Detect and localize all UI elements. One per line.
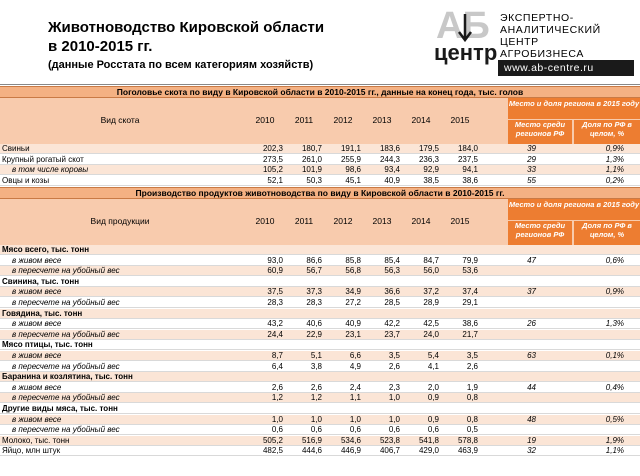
production-table-row xyxy=(0,362,640,372)
livestock-cell-value: 179,5 xyxy=(418,144,439,153)
livestock-col-share: Доля по РФ в целом, % xyxy=(574,120,640,144)
production-cell-value: 37,4 xyxy=(462,287,478,297)
production-cell-value: 28,3 xyxy=(306,298,322,307)
production-cell-value: 38,6 xyxy=(462,319,478,329)
production-cell-value: 37,5 xyxy=(267,287,283,297)
logo-caption-line: АНАЛИТИЧЕСКИЙ xyxy=(500,24,601,36)
production-cell-share: 0,6% xyxy=(605,255,624,265)
livestock-row-name: Свиньи xyxy=(2,144,30,153)
title-line-2: в 2010-2015 гг. xyxy=(48,38,153,55)
logo-center: центр xyxy=(434,40,498,65)
livestock-col-year: 2011 xyxy=(294,115,314,125)
livestock-cell-value: 273,5 xyxy=(262,154,283,164)
production-cell-value: 0,9 xyxy=(427,393,439,403)
livestock-cell-value: 94,1 xyxy=(462,165,478,175)
production-cell-value: 84,7 xyxy=(423,255,439,265)
production-row-name: в пересчете на убойный вес xyxy=(12,298,120,307)
production-table-row xyxy=(0,340,640,350)
production-cell-place: 26 xyxy=(527,319,536,329)
production-cell-share: 1,1% xyxy=(605,446,624,456)
production-cell-value: 2,6 xyxy=(271,382,283,392)
production-table-row xyxy=(0,319,640,329)
production-cell-value: 1,2 xyxy=(310,393,322,403)
production-cell-value: 40,9 xyxy=(345,319,361,329)
production-cell-value: 1,0 xyxy=(388,414,400,424)
livestock-cell-value: 244,3 xyxy=(379,154,400,164)
production-cell-value: 2,6 xyxy=(310,382,322,392)
production-cell-value: 28,9 xyxy=(423,298,439,307)
production-cell-value: 1,2 xyxy=(271,393,283,403)
production-cell-value: 0,6 xyxy=(427,425,439,435)
production-cell-value: 429,0 xyxy=(418,446,439,456)
header xyxy=(0,0,640,86)
production-row-name: в пересчете на убойный вес xyxy=(12,361,120,371)
production-table-row xyxy=(0,287,640,297)
livestock-cell-value: 237,5 xyxy=(457,154,478,164)
livestock-cell-value: 105,2 xyxy=(262,165,283,175)
production-cell-value: 24,0 xyxy=(423,329,439,339)
production-table-row xyxy=(0,256,640,266)
production-cell-value: 6,6 xyxy=(349,351,361,360)
production-cell-value: 578,8 xyxy=(457,435,478,445)
production-table-row xyxy=(0,266,640,276)
production-table-row xyxy=(0,245,640,255)
production-table-row xyxy=(0,277,640,287)
production-cell-value: 24,4 xyxy=(267,329,283,339)
production-cell-value: 23,7 xyxy=(384,329,400,339)
production-row-name: Другие виды мяса, тыс. тонн xyxy=(2,404,118,413)
production-cell-place: 19 xyxy=(527,435,536,445)
production-table-row xyxy=(0,446,640,456)
livestock-cell-value: 183,6 xyxy=(379,144,400,153)
production-row-name: в живом весе xyxy=(12,319,62,329)
livestock-row-name: Крупный рогатый скот xyxy=(2,154,84,164)
production-cell-place: 48 xyxy=(527,414,536,424)
livestock-cell-value: 40,9 xyxy=(384,175,400,185)
production-row-name: в пересчете на убойный вес xyxy=(12,266,120,276)
production-table-row xyxy=(0,309,640,319)
livestock-table-header xyxy=(0,98,640,144)
livestock-row-name: в том числе коровы xyxy=(12,165,89,175)
livestock-cell-value: 38,6 xyxy=(462,175,478,185)
livestock-cell-value: 202,3 xyxy=(262,144,283,153)
production-table-header xyxy=(0,199,640,245)
production-row-name: в живом весе xyxy=(12,351,62,360)
production-cell-value: 505,2 xyxy=(262,435,283,445)
production-cell-value: 541,8 xyxy=(418,435,439,445)
production-cell-value: 0,6 xyxy=(271,425,283,435)
production-cell-value: 2,6 xyxy=(466,361,478,371)
production-col-place: Место среди регионов РФ xyxy=(508,221,572,245)
production-cell-place: 44 xyxy=(527,382,536,392)
production-cell-value: 5,1 xyxy=(310,351,322,360)
production-cell-value: 79,9 xyxy=(462,255,478,265)
production-cell-value: 23,1 xyxy=(345,329,361,339)
livestock-cell-share: 0,9% xyxy=(605,144,624,153)
production-cell-value: 27,2 xyxy=(345,298,361,307)
production-cell-value: 6,4 xyxy=(271,361,283,371)
production-cell-value: 3,8 xyxy=(310,361,322,371)
livestock-cell-value: 52,1 xyxy=(267,175,283,185)
logo-caption-line: АГРОБИЗНЕСА xyxy=(500,48,584,60)
production-cell-value: 2,0 xyxy=(427,382,439,392)
production-row-name: Мясо всего, тыс. тонн xyxy=(2,245,90,254)
production-cell-value: 463,9 xyxy=(457,446,478,456)
production-cell-value: 85,4 xyxy=(384,255,400,265)
livestock-col-year: 2013 xyxy=(372,115,392,125)
production-cell-value: 0,5 xyxy=(466,425,478,435)
livestock-cell-value: 236,3 xyxy=(418,154,439,164)
production-cell-value: 0,6 xyxy=(310,425,322,435)
livestock-col-year: 2012 xyxy=(333,115,353,125)
production-cell-value: 56,7 xyxy=(306,266,322,276)
logo-url: www.ab-centre.ru xyxy=(498,60,634,76)
production-cell-value: 36,6 xyxy=(384,287,400,297)
production-cell-share: 0,4% xyxy=(605,382,624,392)
livestock-table-row xyxy=(0,176,640,186)
production-cell-value: 53,6 xyxy=(462,266,478,276)
production-col-year: 2014 xyxy=(411,216,431,226)
production-cell-value: 482,5 xyxy=(262,446,283,456)
logo-caption xyxy=(500,12,601,60)
production-table-row xyxy=(0,351,640,361)
production-cell-value: 4,1 xyxy=(427,361,439,371)
production-table-row xyxy=(0,393,640,403)
livestock-cell-value: 92,9 xyxy=(423,165,439,175)
livestock-cell-value: 261,0 xyxy=(301,154,322,164)
production-cell-value: 28,5 xyxy=(384,298,400,307)
production-table-row xyxy=(0,436,640,446)
production-cell-value: 5,4 xyxy=(427,351,439,360)
livestock-cell-place: 33 xyxy=(527,165,536,175)
production-cell-value: 29,1 xyxy=(462,298,478,307)
production-col-year: 2015 xyxy=(450,216,470,226)
logo-ab: АБ xyxy=(436,5,489,47)
production-cell-share: 0,1% xyxy=(605,351,624,360)
production-row-name: Баранина и козлятина, тыс. тонн xyxy=(2,372,133,382)
production-cell-value: 8,7 xyxy=(271,351,283,360)
production-cell-value: 1,0 xyxy=(310,414,322,424)
production-cell-value: 22,9 xyxy=(306,329,322,339)
production-table-row xyxy=(0,425,640,435)
logo xyxy=(426,6,634,76)
production-cell-value: 93,0 xyxy=(267,255,283,265)
livestock-table-row xyxy=(0,144,640,154)
production-cell-value: 21,7 xyxy=(462,329,478,339)
livestock-cell-value: 184,0 xyxy=(457,144,478,153)
production-cell-value: 60,9 xyxy=(267,266,283,276)
livestock-col-year: 2015 xyxy=(450,115,470,125)
production-cell-value: 444,6 xyxy=(301,446,322,456)
production-cell-place: 63 xyxy=(527,351,536,360)
production-cell-value: 3,5 xyxy=(466,351,478,360)
production-cell-value: 56,0 xyxy=(423,266,439,276)
livestock-cell-share: 1,3% xyxy=(605,154,624,164)
livestock-cell-place: 55 xyxy=(527,175,536,185)
production-cell-share: 1,9% xyxy=(605,435,624,445)
production-table-row xyxy=(0,330,640,340)
production-cell-value: 406,7 xyxy=(379,446,400,456)
livestock-col-year: 2010 xyxy=(255,115,275,125)
production-row-name: в пересчете на убойный вес xyxy=(12,425,120,435)
production-cell-value: 0,6 xyxy=(349,425,361,435)
title-line-1: Животноводство Кировской области xyxy=(48,19,325,36)
production-col-year: 2012 xyxy=(333,216,353,226)
production-cell-value: 534,6 xyxy=(340,435,361,445)
production-table-row xyxy=(0,383,640,393)
production-row-name: в пересчете на убойный вес xyxy=(12,329,120,339)
production-table-row xyxy=(0,298,640,308)
production-cell-value: 1,0 xyxy=(349,414,361,424)
livestock-col-place: Место среди регионов РФ xyxy=(508,120,572,144)
production-cell-place: 32 xyxy=(527,446,536,456)
production-cell-value: 446,9 xyxy=(340,446,361,456)
production-row-name: Молоко, тыс. тонн xyxy=(2,435,70,445)
livestock-cell-value: 191,1 xyxy=(340,144,361,153)
livestock-col-year: 2014 xyxy=(411,115,431,125)
production-cell-share: 0,9% xyxy=(605,287,624,297)
livestock-cell-value: 101,9 xyxy=(301,165,322,175)
production-cell-value: 37,3 xyxy=(306,287,322,297)
production-cell-value: 516,9 xyxy=(301,435,322,445)
production-col-place-header: Место и доля региона в 2015 году xyxy=(508,199,640,220)
livestock-cell-value: 93,4 xyxy=(384,165,400,175)
livestock-cell-value: 255,9 xyxy=(340,154,361,164)
production-cell-share: 1,3% xyxy=(605,319,624,329)
page-title xyxy=(48,18,324,56)
production-cell-value: 37,2 xyxy=(423,287,439,297)
livestock-cell-value: 45,1 xyxy=(345,175,361,185)
production-section-title: Производство продуктов животноводства по виду в Кировской области в 2010-2015 гг. xyxy=(0,187,640,199)
production-cell-value: 0,9 xyxy=(427,414,439,424)
production-cell-value: 2,4 xyxy=(349,382,361,392)
production-cell-value: 3,5 xyxy=(388,351,400,360)
production-cell-value: 56,3 xyxy=(384,266,400,276)
production-row-name: в пересчете на убойный вес xyxy=(12,393,120,403)
production-cell-value: 42,2 xyxy=(384,319,400,329)
production-row-name: в живом весе xyxy=(12,287,62,297)
logo-caption-line: ЦЕНТР xyxy=(500,36,539,48)
livestock-cell-share: 0,2% xyxy=(605,175,624,185)
livestock-cell-value: 180,7 xyxy=(301,144,322,153)
production-cell-value: 523,8 xyxy=(379,435,400,445)
production-cell-place: 47 xyxy=(527,255,536,265)
production-col-year: 2011 xyxy=(294,216,314,226)
production-cell-value: 43,2 xyxy=(267,319,283,329)
livestock-section-title: Поголовье скота по виду в Кировской области в 2010-2015 гг., данные на конец года, тыс. голов xyxy=(0,86,640,98)
livestock-cell-value: 98,6 xyxy=(345,165,361,175)
production-row-name: в живом весе xyxy=(12,382,62,392)
production-row-name: Мясо птицы, тыс. тонн xyxy=(2,340,93,350)
livestock-cell-share: 1,1% xyxy=(605,165,624,175)
production-col-year: 2013 xyxy=(372,216,392,226)
production-cell-value: 1,9 xyxy=(466,382,478,392)
production-cell-value: 56,8 xyxy=(345,266,361,276)
production-table-row xyxy=(0,404,640,414)
production-row-name: Говядина, тыс. тонн xyxy=(2,308,83,318)
production-cell-value: 4,9 xyxy=(349,361,361,371)
livestock-row-name: Овцы и козы xyxy=(2,175,50,185)
production-cell-value: 0,8 xyxy=(466,393,478,403)
production-row-name: Яйцо, млн штук xyxy=(2,446,61,456)
livestock-cell-value: 38,5 xyxy=(423,175,439,185)
production-col-year: 2010 xyxy=(255,216,275,226)
production-cell-value: 40,6 xyxy=(306,319,322,329)
production-table-row xyxy=(0,415,640,425)
production-cell-value: 1,0 xyxy=(388,393,400,403)
production-cell-value: 86,6 xyxy=(306,255,322,265)
production-cell-share: 0,5% xyxy=(605,414,624,424)
production-cell-value: 2,6 xyxy=(388,361,400,371)
logo-caption-line: ЭКСПЕРТНО- xyxy=(500,12,574,24)
production-cell-value: 42,5 xyxy=(423,319,439,329)
production-col-share: Доля по РФ в целом, % xyxy=(574,221,640,245)
production-table-row xyxy=(0,372,640,382)
production-row-name: в живом весе xyxy=(12,255,62,265)
production-cell-value: 34,9 xyxy=(345,287,361,297)
production-cell-value: 2,3 xyxy=(388,382,400,392)
production-col-name: Вид продукции xyxy=(90,216,150,226)
production-cell-place: 37 xyxy=(527,287,536,297)
livestock-table-row xyxy=(0,165,640,175)
livestock-cell-value: 50,3 xyxy=(306,175,322,185)
header-divider xyxy=(0,84,640,85)
livestock-table-row xyxy=(0,155,640,165)
production-cell-value: 85,8 xyxy=(345,255,361,265)
page-subtitle: (данные Росстата по всем категориям хозяйств) xyxy=(48,59,314,71)
production-cell-value: 0,6 xyxy=(388,425,400,435)
livestock-col-name: Вид скота xyxy=(100,115,140,125)
livestock-cell-place: 39 xyxy=(527,144,536,153)
production-row-name: в живом весе xyxy=(12,414,62,424)
production-cell-value: 1,1 xyxy=(349,393,361,403)
production-cell-value: 28,3 xyxy=(267,298,283,307)
livestock-col-place-header: Место и доля региона в 2015 году xyxy=(508,98,640,119)
production-cell-value: 0,8 xyxy=(466,414,478,424)
production-cell-value: 1,0 xyxy=(271,414,283,424)
production-row-name: Свинина, тыс. тонн xyxy=(2,276,80,286)
livestock-cell-place: 29 xyxy=(527,154,536,164)
